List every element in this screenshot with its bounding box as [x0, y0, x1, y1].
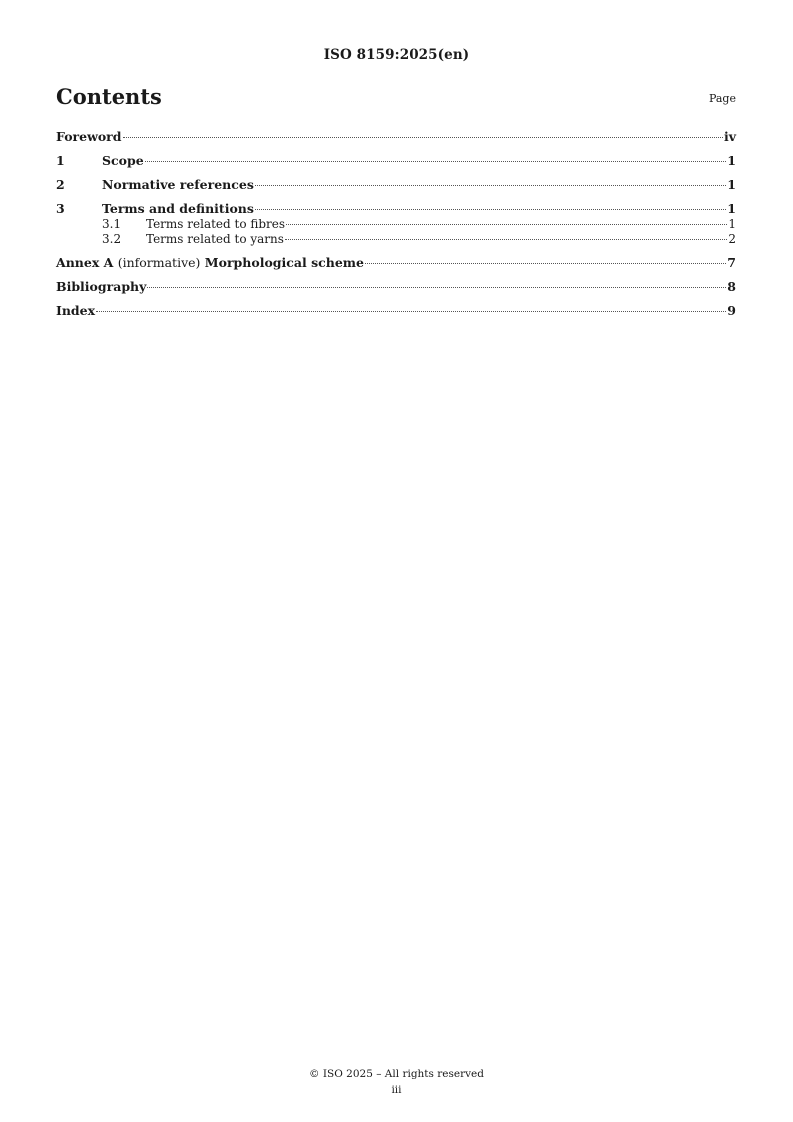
toc-entry-page: 9	[727, 303, 736, 318]
toc-entry-title: Normative references	[102, 177, 254, 192]
toc-entry-page: 1	[727, 177, 736, 192]
toc-entry-page: 7	[727, 255, 736, 270]
dot-leader	[123, 137, 723, 138]
annex-title: Morphological scheme	[204, 255, 364, 270]
copyright-notice: © ISO 2025 – All rights reserved	[309, 1068, 484, 1080]
dot-leader	[255, 209, 726, 210]
contents-heading	[56, 84, 736, 112]
toc-entry-number: 2	[56, 177, 65, 192]
toc-entry-title: Terms and definitions	[102, 201, 254, 216]
toc-entry-number: 3.1	[102, 217, 122, 231]
toc-entry-page: 1	[727, 153, 736, 168]
page-column-label: Page	[708, 92, 736, 105]
toc-entry-number: 3.2	[102, 232, 122, 246]
annex-label: Annex A	[56, 255, 114, 270]
dot-leader	[255, 185, 726, 186]
toc-entry-annex-a[interactable]	[56, 255, 736, 271]
dot-leader	[285, 239, 727, 240]
page-footer	[0, 1066, 793, 1098]
toc-entry-title: Terms related to fibres	[146, 217, 286, 231]
toc-entry-terms-yarns[interactable]	[56, 232, 736, 247]
toc-entry-title: Index	[56, 303, 96, 318]
toc-entry-scope[interactable]	[56, 153, 736, 169]
toc-entry-terms-and-definitions[interactable]	[56, 201, 736, 217]
toc-entry-title-group	[56, 255, 364, 271]
table-of-contents	[56, 129, 736, 319]
dot-leader	[145, 161, 727, 162]
toc-entry-bibliography[interactable]	[56, 279, 736, 295]
toc-entry-page: 8	[727, 279, 736, 294]
toc-entry-number: 1	[56, 153, 65, 168]
toc-entry-title: Foreword	[56, 129, 122, 144]
toc-entry-page: 2	[728, 232, 736, 246]
toc-entry-foreword[interactable]	[56, 129, 736, 145]
toc-entry-title: Bibliography	[56, 279, 147, 294]
dot-leader	[96, 311, 726, 312]
toc-entry-normative-references[interactable]	[56, 177, 736, 193]
toc-entry-page: 1	[728, 217, 736, 231]
toc-entry-title: Scope	[102, 153, 144, 168]
toc-entry-terms-fibres[interactable]	[56, 217, 736, 232]
document-header: ISO 8159:2025(en)	[323, 47, 470, 63]
toc-entry-title: Terms related to yarns	[146, 232, 284, 246]
dot-leader	[147, 287, 726, 288]
contents-title: Contents	[56, 84, 162, 109]
dot-leader	[286, 224, 727, 225]
toc-entry-index[interactable]	[56, 303, 736, 319]
page-number: iii	[391, 1084, 402, 1096]
toc-entry-page: 1	[727, 201, 736, 216]
annex-note: (informative)	[117, 255, 201, 270]
toc-entry-number: 3	[56, 201, 65, 216]
dot-leader	[365, 263, 726, 264]
toc-entry-page: iv	[723, 129, 736, 144]
